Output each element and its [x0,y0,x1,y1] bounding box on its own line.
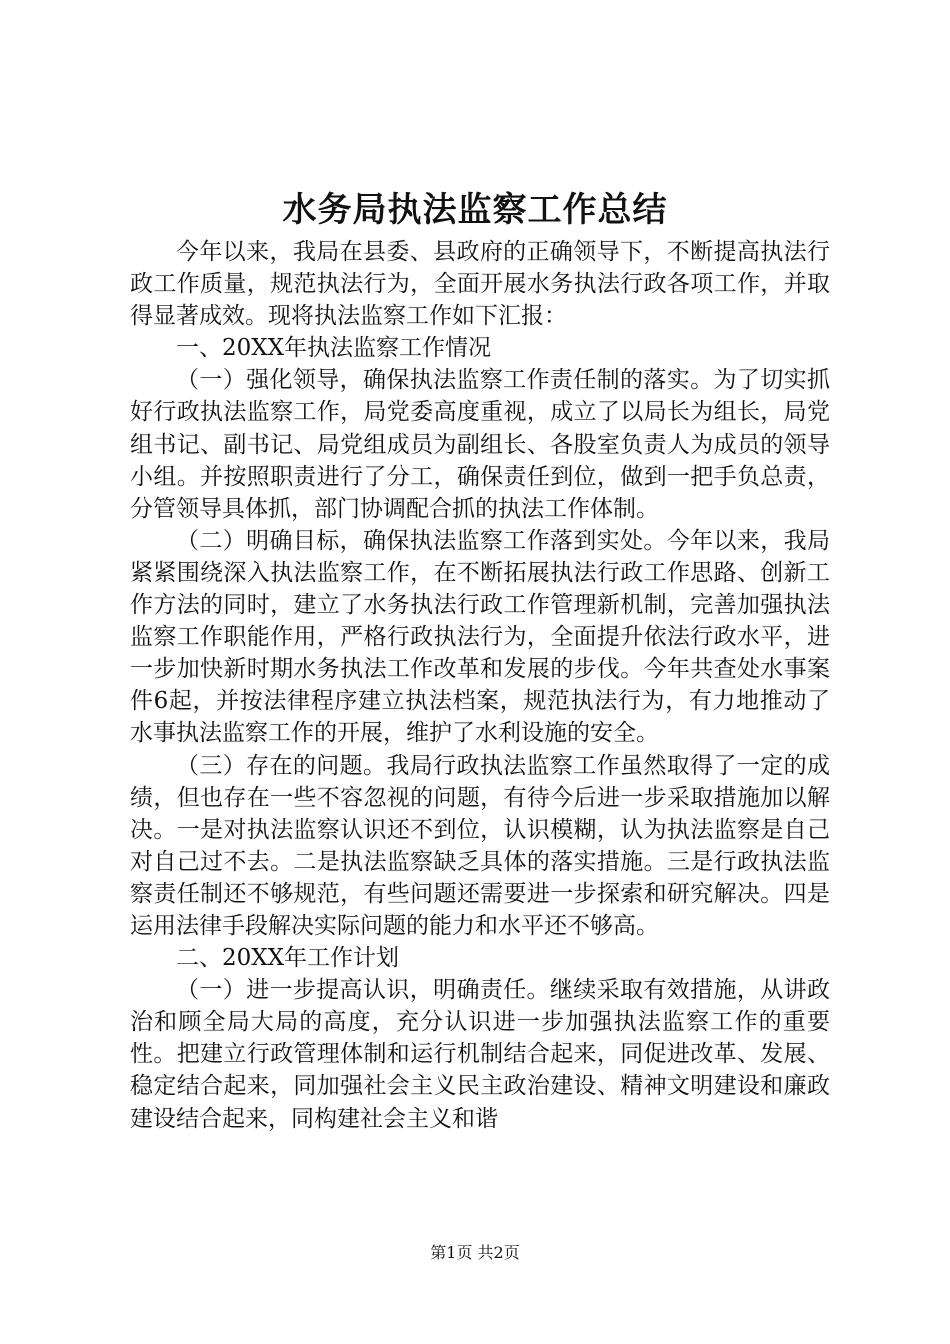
paragraph-section1-item1: （一）强化领导，确保执法监察工作责任制的落实。为了切实抓好行政执法监察工作，局党委高度重视，成立了以局长为组长，局党组书记、副书记、局党组成员为副组长、各股室负责人为成员的领导小组。并按照职责进行了分工，确保责任到位，做到一把手负总责，分管领导具体抓，部门协调配合抓的执法工作体制。 [130,367,830,522]
paragraph-section1-item2: （二）明确目标，确保执法监察工作落到实处。今年以来，我局紧紧围绕深入执法监察工作，在不断拓展执法行政工作思路、创新工作方法的同时，建立了水务执法行政工作管理新机制，完善加强执法监察工作职能作用，严格行政执法行为，全面提升依法行政水平，进一步加快新时期水务执法工作改革和发展的步伐。今年共查处水事案件6起，并按法律程序建立执法档案，规范执法行为，有力地推动了水事执法监察工作的开展，维护了水利设施的安全。 [130,527,830,747]
section-heading-1: 一、20XX年执法监察工作情况 [176,335,492,362]
document-title: 水务局执法监察工作总结 [282,190,668,230]
paragraph-section1-item3: （三）存在的问题。我局行政执法监察工作虽然取得了一定的成绩，但也存在一些不容忽视的问题，有待今后进一步采取措施加以解决。一是对执法监察认识还不到位，认识模糊，认为执法监察是自己对自己过不去。二是执法监察缺乏具体的落实措施。三是行政执法监察责任制还不够规范，有些问题还需要进一步探索和研究解决。四是运用法律手段解决实际问题的能力和水平还不够高。 [130,752,830,939]
paragraph-intro: 今年以来，我局在县委、县政府的正确领导下，不断提高执法行政工作质量，规范执法行为，全面开展水务执法行政各项工作，并取得显著成效。现将执法监察工作如下汇报： [130,239,830,330]
page-number-footer: 第1页 共2页 [430,1243,520,1262]
paragraph-section2-item1: （一）进一步提高认识，明确责任。继续采取有效措施，从讲政治和顾全局大局的高度，充分认识进一步加强执法监察工作的重要性。把建立行政管理体制和运行机制结合起来，同促进改革、发展、稳定结合起来，同加强社会主义民主政治建设、精神文明建设和廉政建设结合起来，同构建社会主义和谐 [130,977,830,1132]
document-body [130,236,830,1135]
section-heading-2: 二、20XX年工作计划 [176,945,400,972]
